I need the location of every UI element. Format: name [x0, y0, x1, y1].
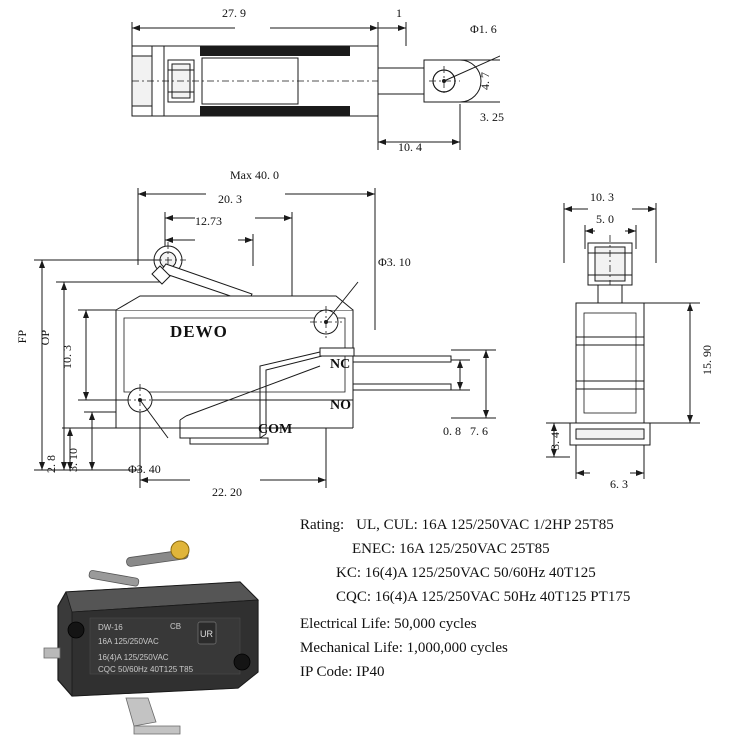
front-dim-3-10b: 3. 10 [66, 448, 80, 472]
front-dim-phi-3-10: Φ3. 10 [378, 255, 411, 269]
product-photo [30, 530, 300, 740]
front-dim-max-40: Max 40. 0 [230, 168, 279, 182]
top-dim-4-7: 4. 7 [478, 72, 492, 90]
spec-ip-code: IP Code: IP40 [300, 664, 385, 680]
front-dim-22-20: 22. 20 [212, 485, 242, 499]
top-dim-10-4: 10. 4 [398, 140, 422, 154]
spec-rating-enec: ENEC: 16A 125/250VAC 25T85 [352, 541, 550, 557]
specifications-block [300, 516, 630, 688]
front-view-drawing [20, 170, 520, 515]
top-dim-1: 1 [396, 6, 402, 20]
front-dim-phi-3-40: Φ3. 40 [128, 462, 161, 476]
spec-rating-line [300, 516, 630, 534]
side-dim-3-4: 3. 4 [548, 432, 562, 450]
svg-text:CB: CB [170, 622, 182, 631]
side-dim-10-3: 10. 3 [590, 190, 614, 204]
front-dim-2-8: 2. 8 [44, 455, 58, 473]
spec-rating-ul: UL, CUL: 16A 125/250VAC 1/2HP 25T85 [356, 517, 614, 533]
side-dim-6-3: 6. 3 [610, 477, 628, 491]
svg-text:16(4)A 125/250VAC: 16(4)A 125/250VAC [98, 653, 169, 662]
spec-mechanical-life: Mechanical Life: 1,000,000 cycles [300, 640, 508, 656]
svg-text:16A 125/250VAC: 16A 125/250VAC [98, 637, 159, 646]
brand-name: DEWO [170, 322, 228, 341]
top-view-drawing [110, 0, 500, 160]
spec-rating-cqc: CQC: 16(4)A 125/250VAC 50Hz 40T125 PT175 [336, 589, 631, 605]
front-dim-op: OP [38, 330, 52, 346]
terminal-com-label: COM [258, 422, 293, 437]
top-dim-3-25: 3. 25 [480, 110, 504, 124]
svg-text:UR: UR [200, 629, 213, 639]
top-dim-phi-1-6: Φ1. 6 [470, 22, 497, 36]
spec-rating-kc: KC: 16(4)A 125/250VAC 50/60Hz 40T125 [336, 565, 596, 581]
front-dim-10-3: 10. 3 [60, 345, 74, 369]
terminal-nc-label: NC [330, 357, 351, 372]
side-dim-5-0: 5. 0 [596, 212, 614, 226]
terminal-no-label: NO [330, 398, 351, 413]
svg-text:DW-16: DW-16 [98, 623, 123, 632]
top-dim-27-9: 27. 9 [222, 6, 246, 20]
spec-electrical-life: Electrical Life: 50,000 cycles [300, 616, 477, 632]
svg-text:CQC 50/60Hz 40T125 T85: CQC 50/60Hz 40T125 T85 [98, 665, 194, 674]
side-dim-15-90: 15. 90 [700, 345, 714, 375]
front-dim-12-73: 12.73 [195, 214, 222, 228]
front-dim-0-8: 0. 8 [443, 424, 461, 438]
spec-rating-label: Rating: [300, 517, 345, 533]
front-dim-7-6: 7. 6 [470, 424, 488, 438]
front-dim-fp: FP [15, 330, 29, 344]
front-dim-20-3: 20. 3 [218, 192, 242, 206]
